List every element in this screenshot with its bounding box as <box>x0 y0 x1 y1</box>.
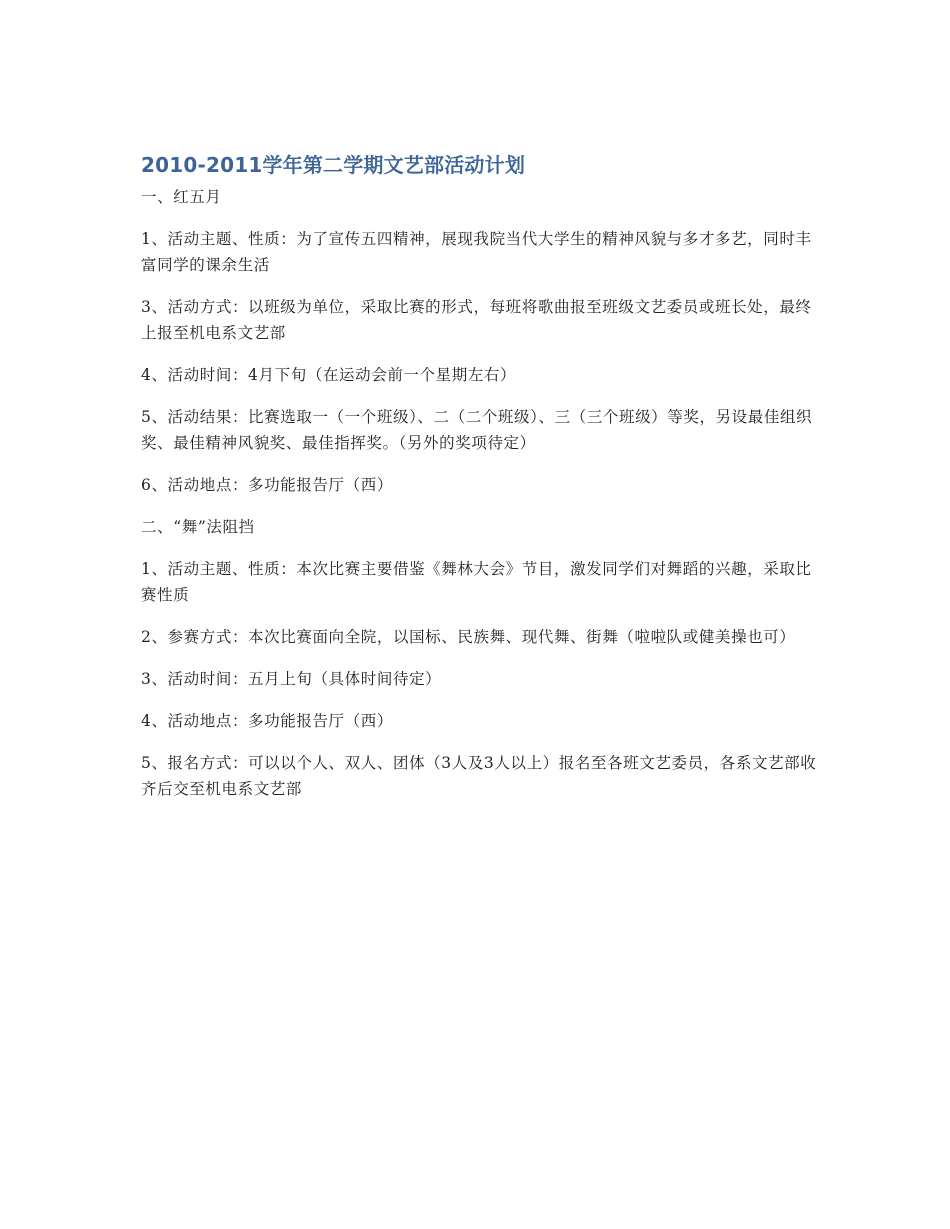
paragraph-dance-location: 4、活动地点：多功能报告厅（西） <box>141 712 393 730</box>
paragraph-dance-time: 3、活动时间：五月上旬（具体时间待定） <box>141 670 442 688</box>
paragraph-method: 3、活动方式：以班级为单位，采取比赛的形式，每班将歌曲报至班级文艺委员或班长处，最终上报至机电系文艺部 <box>141 298 812 342</box>
paragraph-theme: 1、活动主题、性质：为了宣传五四精神，展现我院当代大学生的精神风貌与多才多艺，同时丰 富同学的课余生活 <box>141 230 812 274</box>
paragraph-dance-registration: 5、报名方式：可以以个人、双人、团体（3人及3人以上）报名至各班文艺委员，各系文艺部收齐后交至机电系文艺部 <box>141 754 817 798</box>
paragraph-location: 6、活动地点：多功能报告厅（西） <box>141 476 393 494</box>
paragraph-dance-entry: 2、参赛方式：本次比赛面向全院，以国标、民族舞、现代舞、街舞（啦啦队或健美操也可） <box>141 628 796 646</box>
paragraph-results: 5、活动结果：比赛选取一（一个班级）、二（二个班级）、三（三个班级）等奖，另设最佳组织奖、最佳精神风貌奖、最佳指挥奖。（另外的奖项待定） <box>141 408 813 452</box>
paragraph-time: 4、活动时间：4月下旬（在运动会前一个星期左右） <box>141 366 517 384</box>
section-heading-dance: 二、“舞”法阻挡 <box>141 518 255 536</box>
document-body <box>141 150 821 818</box>
document-title: 2010-2011学年第二学期文艺部活动计划 <box>141 153 526 177</box>
paragraph-dance-theme: 1、活动主题、性质：本次比赛主要借鉴《舞林大会》节目，激发同学们对舞蹈的兴趣，采取比赛性质 <box>141 560 812 604</box>
section-heading-red-may: 一、红五月 <box>141 188 222 206</box>
